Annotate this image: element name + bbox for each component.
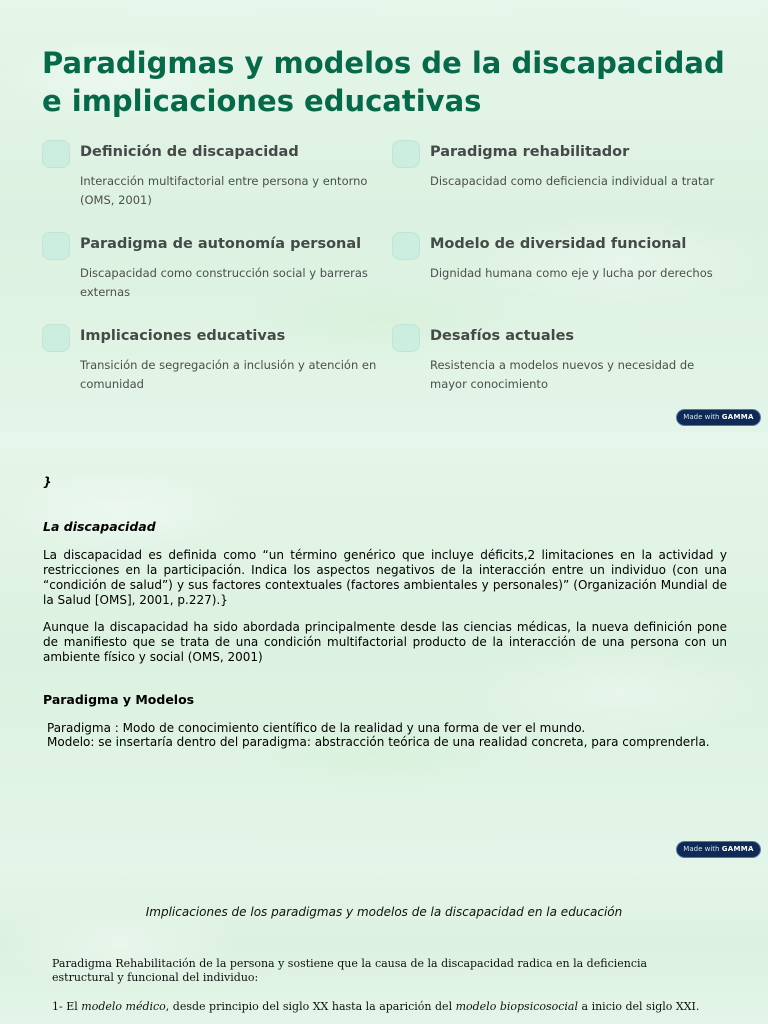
- bullet-icon: [42, 232, 70, 260]
- bullet-icon: [392, 140, 420, 168]
- bullet-icon: [392, 324, 420, 352]
- paragraph-multifactorial: Aunque la discapacidad ha sido abordada principalmente desde las ciencias médicas, la nueva definición pone de manifiesto que se trata de una condición multifactorial producto de la interacción de una persona con un ambiente físico y social (OMS, 2001): [43, 620, 727, 664]
- page-title: Paradigmas y modelos de la discapacidad e implicaciones educativas: [42, 46, 725, 118]
- card-description: Discapacidad como construcción social y barreras externas: [80, 266, 368, 299]
- card-description: Discapacidad como deficiencia individual a tratar: [430, 174, 715, 188]
- list-item-middle: , desde principio del siglo XX hasta la aparición del: [165, 1000, 456, 1013]
- definition-modelo: Modelo: se insertaría dentro del paradigma: abstracción teórica de una realidad concreta, para comprenderla.: [47, 735, 710, 749]
- paragraph-definicion: La discapacidad es definida como “un término genérico que incluye déficits,2 limitaciones en la actividad y restricciones en la participación. Indica los aspectos negativos de la interacción entre un individuo (con una “condición de salud”) y sus factores contextuales (factores ambientales y personales)” (Organización Mundial de la Salud [OMS], 2001, p.227).}: [43, 548, 727, 607]
- slide-overview: [0, 0, 768, 432]
- section-heading-discapacidad: La discapacidad: [43, 519, 156, 534]
- list-item-modelo-medico: [52, 1000, 702, 1014]
- slide-title: Implicaciones de los paradigmas y modelos de la discapacidad en la educación: [145, 905, 623, 919]
- card-heading: Implicaciones educativas: [80, 328, 286, 344]
- gamma-logo: GAMMA: [721, 413, 754, 421]
- emphasis-modelo-biopsicosocial: modelo biopsicosocial: [455, 1000, 579, 1013]
- card-heading: Desafíos actuales: [430, 328, 575, 344]
- emphasis-modelo-medico: modelo médico: [81, 1000, 166, 1013]
- definition-paradigma: Paradigma : Modo de conocimiento científico de la realidad y una forma de ver el mundo.: [47, 721, 586, 735]
- bullet-icon: [42, 324, 70, 352]
- card-description: Dignidad humana como eje y lucha por derechos: [430, 266, 713, 280]
- brace-text: }: [43, 475, 52, 489]
- bullet-icon: [42, 140, 70, 168]
- slide-implications: [0, 864, 768, 1024]
- card-heading: Modelo de diversidad funcional: [430, 236, 687, 252]
- card-heading: Paradigma de autonomía personal: [80, 236, 362, 252]
- made-with-gamma-badge[interactable]: [676, 409, 761, 426]
- slide-definitions: [0, 432, 768, 864]
- paragraph-rehabilitacion: Paradigma Rehabilitación de la persona y sostiene que la causa de la discapacidad radica en la deficiencia estructural y funcional del individuo:: [52, 957, 648, 984]
- card-description: Interacción multifactorial entre persona y entorno (OMS, 2001): [80, 174, 368, 207]
- list-item-prefix: 1- El: [52, 1000, 82, 1013]
- made-with-gamma-badge[interactable]: [676, 841, 761, 858]
- badge-prefix: Made with: [683, 413, 722, 421]
- card-description: Resistencia a modelos nuevos y necesidad de mayor conocimiento: [430, 358, 695, 391]
- bullet-icon: [392, 232, 420, 260]
- card-heading: Definición de discapacidad: [80, 144, 299, 160]
- gamma-logo: GAMMA: [721, 845, 754, 853]
- card-description: Transición de segregación a inclusión y atención en comunidad: [80, 358, 377, 391]
- section-heading-paradigma: Paradigma y Modelos: [43, 692, 195, 707]
- badge-prefix: Made with: [683, 845, 722, 853]
- list-item-suffix: a inicio del siglo XXI.: [578, 1000, 700, 1013]
- card-heading: Paradigma rehabilitador: [430, 144, 630, 160]
